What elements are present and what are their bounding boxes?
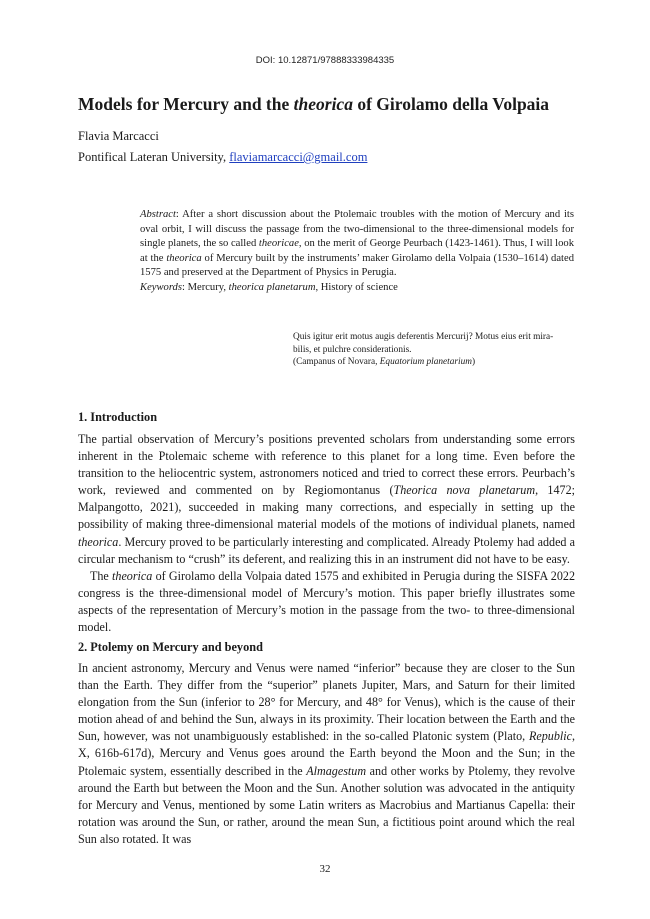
paragraph-italic: Almagestum bbox=[306, 763, 367, 778]
paragraph-italic: Theorica nova planetarum bbox=[393, 483, 536, 498]
keywords-italic: theorica planetarum bbox=[228, 282, 316, 293]
paragraph bbox=[78, 431, 575, 568]
author-name: Flavia Marcacci bbox=[78, 129, 159, 143]
keywords bbox=[140, 281, 574, 295]
title-text: Models for Mercury and the bbox=[78, 94, 294, 114]
epigraph-line: bilis, et pulchre considerationis. bbox=[293, 344, 412, 355]
keywords-label: Keywords bbox=[140, 282, 182, 293]
paragraph-text: , 1472; Malpangotto, 2021), succeeded in making many corrections, and especially in setting up the possibility of making three-dimensional material models of the motions of individual planets, named bbox=[78, 483, 575, 532]
abstract-text: : After a short discussion about the Ptolemaic troubles with the motion of Mercury and its oval orbit, I will discuss the passage from the two-dimensional to the three-dimensional models for single planets, the so called bbox=[140, 209, 574, 249]
paragraph-text: In ancient astronomy, Mercury and Venus were named “inferior” because they are closer to the Sun than the Earth. They differ from the “superior” planets Jupiter, Mars, and Saturn for their limited elongation from the Sun (inferior to 28° for Mercury, and 48° for Venus), which is the cause of their motion ahead of and behind the Sun, always in its proximity. Their location between the Earth and the Sun, however, was not unambiguously established: in the so-called Platonic system (Plato, bbox=[78, 661, 575, 744]
title-italic: theorica bbox=[293, 94, 353, 114]
paragraph-text: . Mercury proved to be particularly interesting and complicated. Already Ptolemy had added a circular mechanism to “crush” its deferent, and realizing this in an instrument did not have to be easy. bbox=[78, 534, 575, 566]
epigraph-source-italic: Equatorium planetarium bbox=[379, 357, 472, 367]
abstract-label: Abstract bbox=[140, 209, 176, 220]
paragraph-text: and other works by Ptolemy, they revolve around the Earth but between the Moon and the Sun. Another solution was advocated in the antiquity for Mercury and Venus, mentioned by some Latin writers as Macrobius and Martianus Capella: their rotation was around the Sun, or rather, around the mean Sun, a fictitious point around which the real Sun also rotated. It was bbox=[78, 763, 575, 846]
paragraph-italic: theorica bbox=[112, 568, 153, 583]
section-body-ptolemy bbox=[78, 660, 575, 848]
abstract-text: , on the merit of George Peurbach (1423-1461). Thus, I will look at the bbox=[140, 238, 575, 264]
email-link[interactable]: flaviamarcacci@gmail.com bbox=[229, 150, 368, 164]
epigraph-source bbox=[293, 356, 580, 369]
paragraph-text: of Girolamo della Volpaia dated 1575 and exhibited in Perugia during the SISFA 2022 congress is the three-dimensional model of Mercury’s motion. This paper briefly illustrates some aspects of the representation of Mercury’s motion in the passage from the two- to three-dimensional model. bbox=[78, 568, 575, 635]
paragraph-text: , X, 616b-617d), Mercury and Venus goes around the Earth beyond the Moon and the Sun; in the Ptolemaic system, essentially described in the bbox=[78, 729, 575, 778]
paragraph-text: The bbox=[90, 568, 113, 583]
paragraph-italic: Republic bbox=[528, 729, 572, 744]
epigraph-source-text: ) bbox=[471, 357, 476, 367]
epigraph-source-text: (Campanus of Novara, bbox=[293, 357, 380, 367]
abstract-text: of Mercury built by the instruments’ maker Girolamo della Volpaia (1530–1614) dated 1575 and preserved at the Department of Physics in Perugia. bbox=[140, 252, 574, 278]
section-heading-introduction: 1. Introduction bbox=[78, 410, 158, 424]
abstract-italic: theoricae bbox=[258, 238, 299, 249]
abstract bbox=[140, 208, 574, 281]
keywords-text: , History of science bbox=[315, 282, 398, 293]
title-text-end: of Girolamo della Volpaia bbox=[352, 94, 550, 114]
keywords-text: : Mercury, bbox=[181, 282, 229, 293]
paragraph bbox=[78, 660, 575, 848]
page-number: 32 bbox=[319, 863, 331, 875]
affiliation-text: Pontifical Lateran University, bbox=[78, 150, 230, 164]
section-body-introduction bbox=[78, 431, 575, 636]
doi-header: DOI: 10.12871/97888333984335 bbox=[255, 55, 395, 66]
paper-title bbox=[78, 93, 578, 115]
author-affiliation bbox=[78, 150, 367, 165]
paragraph-text: The partial observation of Mercury’s positions prevented scholars from understanding some errors inherent in the Ptolemaic scheme with reference to this planet for a long time. Even before the transition to the heliocentric system, astronomers noticed and tried to correct these errors. Peurbach’s work, reviewed and commented on by Regiomontanus ( bbox=[78, 432, 575, 498]
abstract-italic: theorica bbox=[166, 252, 202, 264]
epigraph bbox=[293, 331, 580, 369]
epigraph-line: Quis igitur erit motus augis deferentis Mercurij? Motus eius erit mira- bbox=[293, 332, 554, 342]
paragraph-italic: theorica bbox=[78, 534, 119, 549]
paragraph bbox=[78, 568, 575, 636]
section-heading-ptolemy: 2. Ptolemy on Mercury and beyond bbox=[78, 640, 263, 654]
